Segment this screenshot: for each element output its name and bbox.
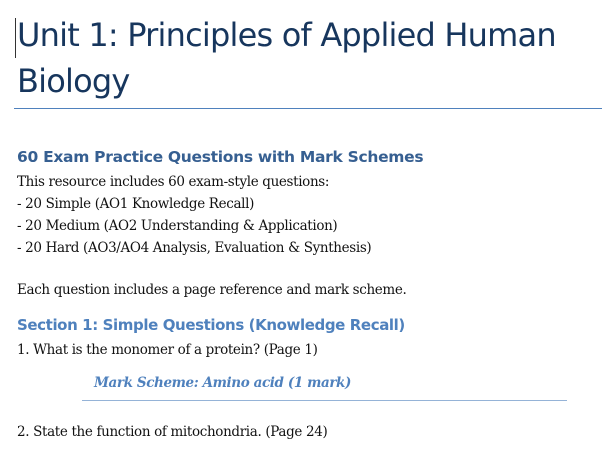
note-text: Each question includes a page reference and mark scheme. [17, 282, 407, 298]
main-heading: 60 Exam Practice Questions with Mark Schemes [17, 148, 424, 166]
text-cursor [15, 18, 16, 58]
mark-scheme-underline [82, 400, 567, 401]
title-underline [14, 108, 602, 109]
document-title: Unit 1: Principles of Applied Human Biology [17, 16, 556, 100]
mark-scheme-1: Mark Scheme: Amino acid (1 mark) [94, 375, 351, 391]
question-1: 1. What is the monomer of a protein? (Page 1) [17, 342, 318, 358]
level-hard: - 20 Hard (AO3/AO4 Analysis, Evaluation & Synthesis) [17, 240, 372, 256]
level-simple: - 20 Simple (AO1 Knowledge Recall) [17, 196, 254, 212]
intro-text: This resource includes 60 exam-style questions: [17, 174, 330, 190]
section-heading: Section 1: Simple Questions (Knowledge Recall) [17, 316, 405, 334]
level-medium: - 20 Medium (AO2 Understanding & Application) [17, 218, 338, 234]
question-2: 2. State the function of mitochondria. (Page 24) [17, 424, 328, 440]
